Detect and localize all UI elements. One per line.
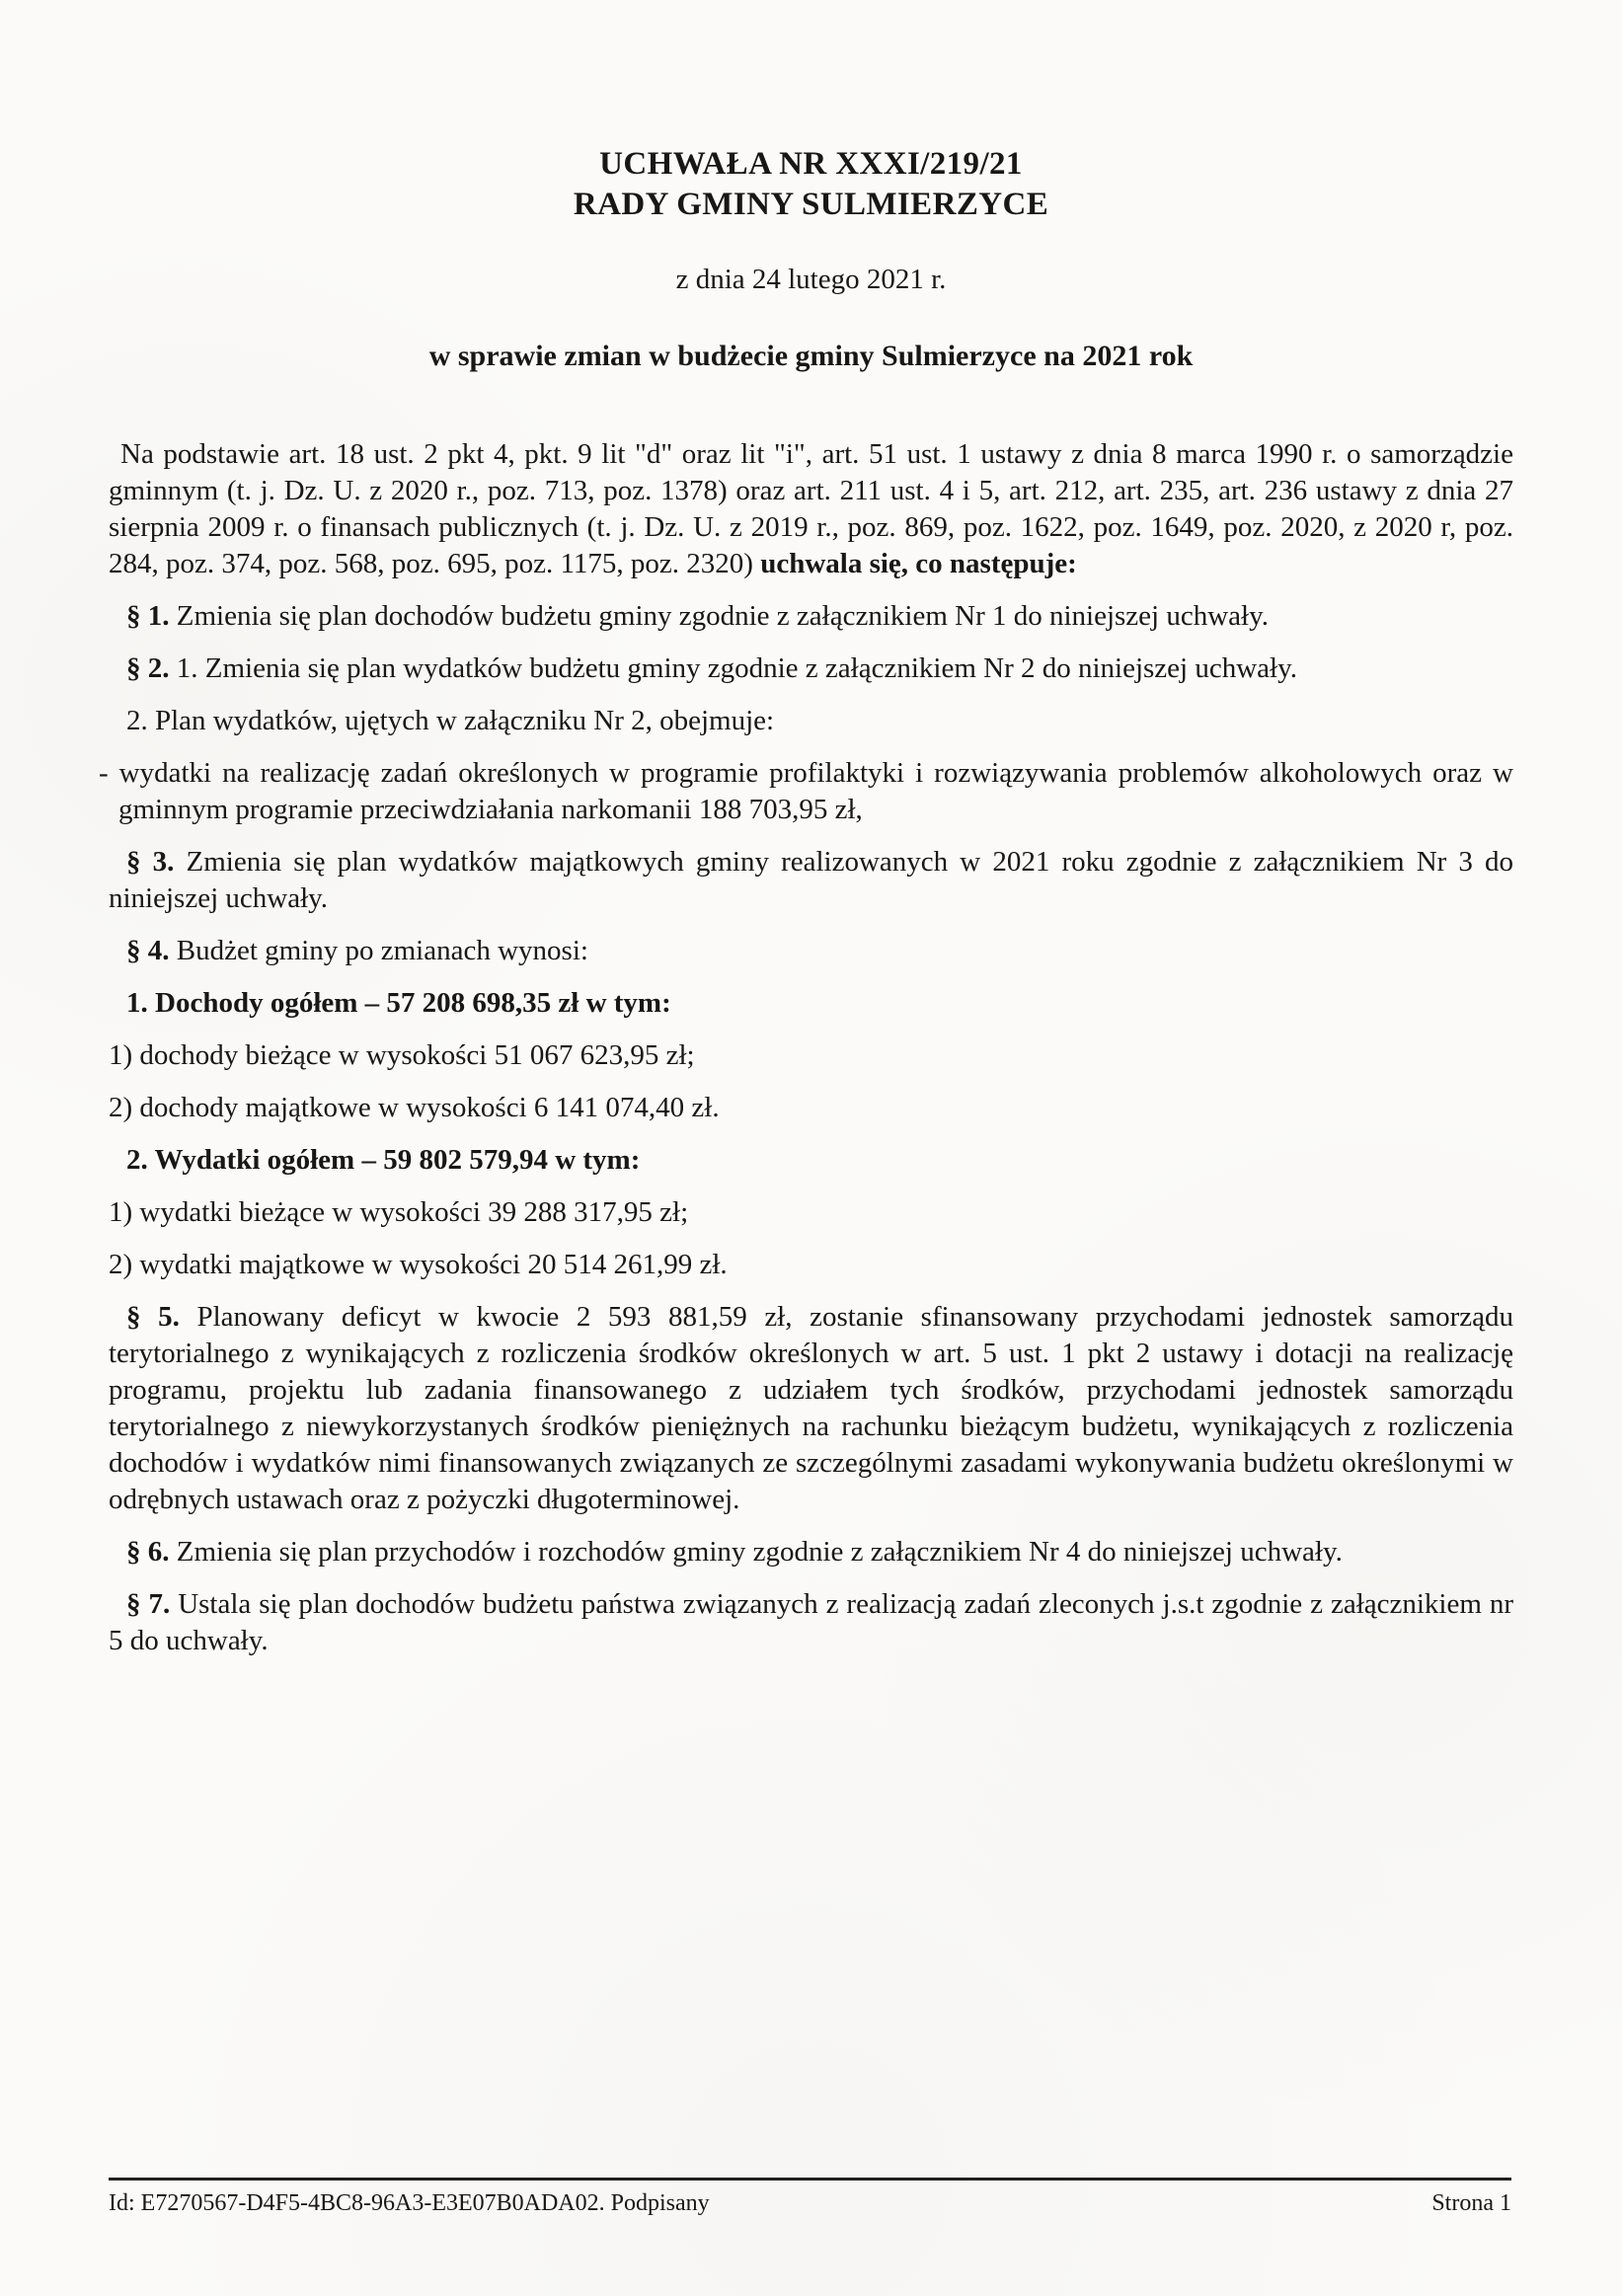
section-6-text: Zmienia się plan przychodów i rozchodów gminy zgodnie z załącznikiem Nr 4 do niniejszej uchwały.	[176, 1536, 1343, 1568]
section-3	[109, 844, 1513, 917]
income-capital-line: 2) dochody majątkowe w wysokości 6 141 074,40 zł.	[109, 1092, 720, 1123]
document-id-label: Id: E7270567-D4F5-4BC8-96A3-E3E07B0ADA02. Podpisany	[109, 2190, 710, 2216]
page-footer	[109, 2178, 1511, 2217]
section-6	[109, 1534, 1513, 1570]
page-number-label: Strona 1	[1431, 2190, 1511, 2216]
legal-basis-paragraph	[109, 436, 1513, 582]
resolution-date: z dnia 24 lutego 2021 r.	[675, 264, 947, 295]
section-7	[109, 1586, 1513, 1659]
section-2-text: 1. Zmienia się plan wydatków budżetu gminy zgodnie z załącznikiem Nr 2 do niniejszej uchwały.	[176, 652, 1297, 684]
section-2-symbol: § 2.	[126, 652, 170, 684]
section-3-text: Zmienia się plan wydatków majątkowych gminy realizowanych w 2021 roku zgodnie z załącznikiem Nr 3 do niniejszej uchwały.	[109, 846, 1514, 914]
section-5	[109, 1299, 1513, 1518]
section-1-text: Zmienia się plan dochodów budżetu gminy zgodnie z załącznikiem Nr 1 do niniejszej uchwały.	[176, 600, 1269, 632]
section-4-symbol: § 4.	[126, 935, 170, 966]
section-4	[109, 933, 1513, 969]
section-4-text: Budżet gminy po zmianach wynosi:	[176, 935, 588, 966]
expense-bullet-item: - wydatki na realizację zadań określonych w programie profilaktyki i rozwiązywania problemów alkoholowych oraz w gminnym programie przeciwdziałania narkomanii 188 703,95 zł,	[99, 757, 1513, 825]
section-5-text: Planowany deficyt w kwocie 2 593 881,59 zł, zostanie sfinansowany przychodami jednostek samorządu terytorialnego z wynikających z rozliczenia środków określonych w art. 5 ust. 1 pkt 2 ustawy i dotacji na realizację programu, projektu lub zadania finansowanego z udziałem tych środków, przychodami jednostek samorządu terytorialnego z niewykorzystanych środków pieniężnych na rachunku bieżącym budżetu, wynikających z rozliczenia dochodów i wydatków nimi finansowanych związanych ze szczególnymi zasadami wykonywania budżetu określonymi w odrębnych ustawach oraz z pożyczki długoterminowej.	[109, 1301, 1514, 1515]
expense-current-line: 1) wydatki bieżące w wysokości 39 288 317,95 zł;	[109, 1196, 689, 1228]
section-1	[109, 598, 1513, 635]
resolution-body	[99, 436, 1514, 1659]
resolution-number-title: UCHWAŁA NR XXXI/219/21	[599, 146, 1023, 182]
income-current-line: 1) dochody bieżące w wysokości 51 067 623,95 zł;	[109, 1039, 695, 1071]
section-2-point-2: 2. Plan wydatków, ujętych w załączniku Nr 2, obejmuje:	[126, 705, 775, 736]
legal-basis-text: Na podstawie art. 18 ust. 2 pkt 4, pkt. 9 lit "d" oraz lit "i", art. 51 ust. 1 ustawy z dnia 8 marca 1990 r. o samorządzie gminnym (t. j. Dz. U. z 2020 r., poz. 713, poz. 1378) oraz art. 211 ust. 4 i 5, art. 212, art. 235, art. 236 ustawy z dnia 27 sierpnia 2009 r. o finansach publicznych (t. j. Dz. U. z 2019 r., poz. 869, poz. 1622, poz. 1649, poz. 2020, z 2020 r, poz. 284, poz. 374, poz. 568, poz. 695, poz. 1175, poz. 2320)	[109, 438, 1513, 579]
income-total-line: 1. Dochody ogółem – 57 208 698,35 zł w tym:	[126, 987, 671, 1019]
page-title	[109, 0, 1513, 225]
section-1-symbol: § 1.	[126, 600, 170, 632]
council-name-title: RADY GMINY SULMIERZYCE	[573, 187, 1049, 222]
enacting-formula: uchwala się, co następuje:	[760, 548, 1077, 579]
section-7-text: Ustala się plan dochodów budżetu państwa związanych z realizacją zadań zleconych j.s.t zgodnie z załącznikiem nr 5 do uchwały.	[109, 1588, 1514, 1656]
resolution-subject: w sprawie zmian w budżecie gminy Sulmierzyce na 2021 rok	[428, 340, 1194, 372]
expense-capital-line: 2) wydatki majątkowe w wysokości 20 514 261,99 zł.	[109, 1249, 728, 1280]
section-2	[109, 651, 1513, 687]
expense-total-line: 2. Wydatki ogółem – 59 802 579,94 w tym:	[126, 1144, 641, 1176]
section-3-symbol: § 3.	[126, 846, 175, 878]
section-6-symbol: § 6.	[126, 1536, 170, 1568]
section-5-symbol: § 5.	[126, 1301, 180, 1333]
document-content	[99, 0, 1514, 1675]
section-7-symbol: § 7.	[126, 1588, 171, 1620]
